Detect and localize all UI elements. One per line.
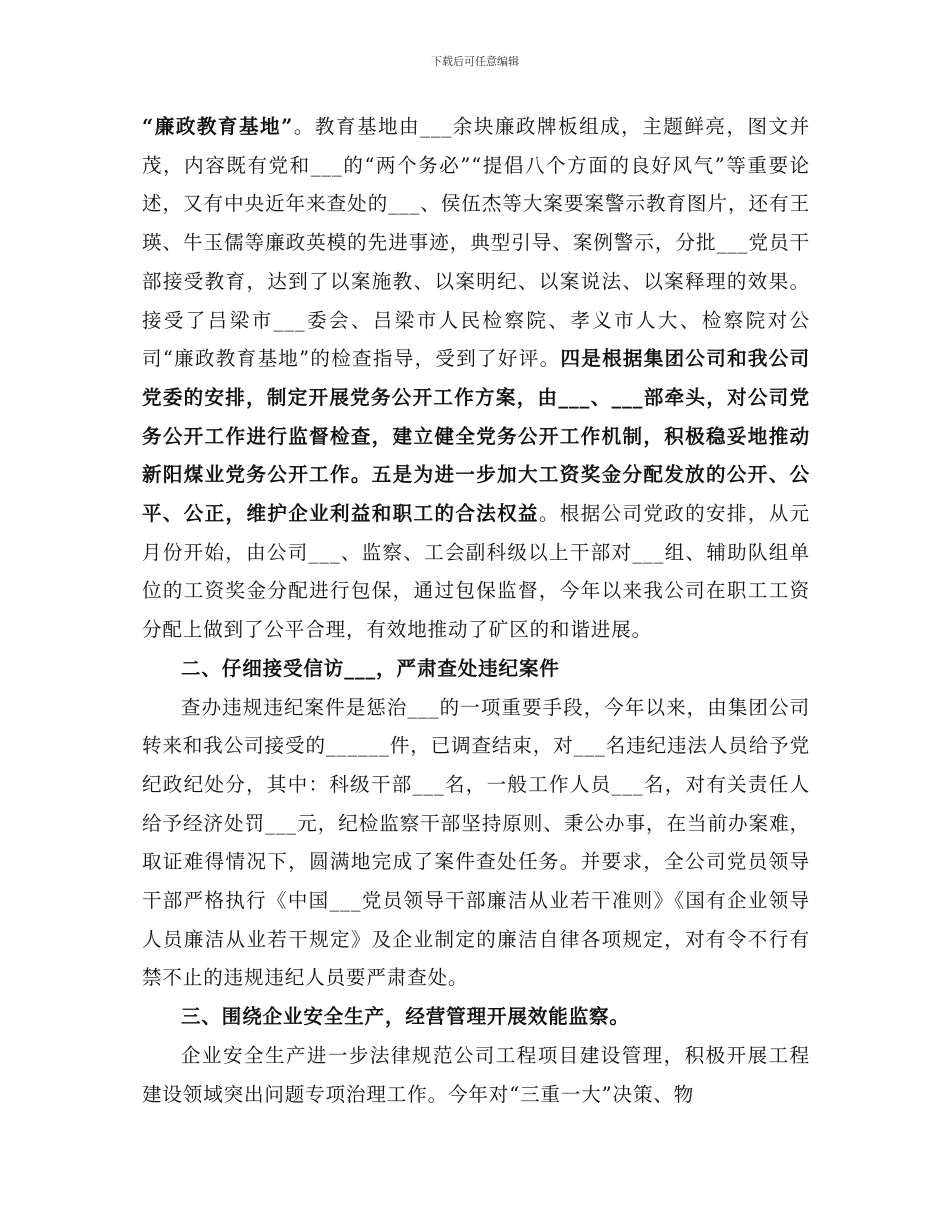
paragraph-3: 企业安全生产进一步法律规范公司工程项目建设管理，积极开展工程建设领域突出问题专项治理工作。今年对“三重一大”决策、物: [142, 1043, 810, 1106]
paragraph-text: 。教育基地由___余块廉政牌板组成，主题鲜亮，图文并茂，内容既有党和___的“两个务必”“提倡八个方面的良好风气”等重要论述，又有中央近年来查处的___、侯伍杰等大案要案警示教育图片，还有王瑛、牛玉儒等廉政英模的先进事迹，典型引导、案例警示，分批___党员干部接受教育，达到了以案施教、以案明纪、以案说法、以案释理的效果。接受了吕梁市___委会、吕梁市人民检察院、孝义市人大、检察院对公司“廉政教育基地”的检查指导，受到了好评。: [142, 115, 810, 371]
section-heading-2: 二、仔细接受信访___，严肃查处违纪案件: [181, 656, 560, 680]
paragraph-text-end: 。根据公司党政的安排，从元月份开始，由公司___、监察、工会副科级以上干部对___组、辅助队组单位的工资奖金分配进行包保，通过包保监督，今年以来我公司在职工工资分配上做到了公平合理，有效地推动了矿区的和谐进展。: [142, 502, 811, 642]
section-heading-3: 三、围绕企业安全生产，经营管理开展效能监察。: [181, 1005, 630, 1029]
bold-phrase-base: “廉政教育基地”: [142, 115, 294, 138]
bold-points-four-five: 四是根据集团公司和我公司党委的安排，制定开展党务公开工作方案，由___、___部牵头，对公司党务公开工作进行监督检查，建立健全党务公开工作机制，积极稳妥地推动新阳煤业党务公开工作。五是为进一步加大工资奖金分配发放的公开、公平、公正，维护企业利益和职工的合法权益: [142, 347, 810, 526]
document-body: [142, 108, 810, 1114]
paragraph-2: 查办违规违纪案件是惩治___的一项重要手段，今年以来，由集团公司转来和我公司接受的______件，已调查结束，对___名违纪违法人员给予党纪政纪处分，其中：科级干部___名，一般工作人员___名，对有关责任人给予经济处罚___元，纪检监察干部坚持原则、秉公办事，在当前办案难，取证难得情况下，圆满地完成了案件查处任务。并要求，全公司党员领导干部严格执行《中国___党员领导干部廉洁从业若干准则》《国有企业领导人员廉洁从业若干规定》及企业制定的廉洁自律各项规定，对有令不行有禁不止的违规违纪人员要严肃查处。: [142, 695, 810, 990]
page-header: 下载后可任意编辑: [431, 55, 519, 68]
paragraph-1: [142, 108, 810, 650]
